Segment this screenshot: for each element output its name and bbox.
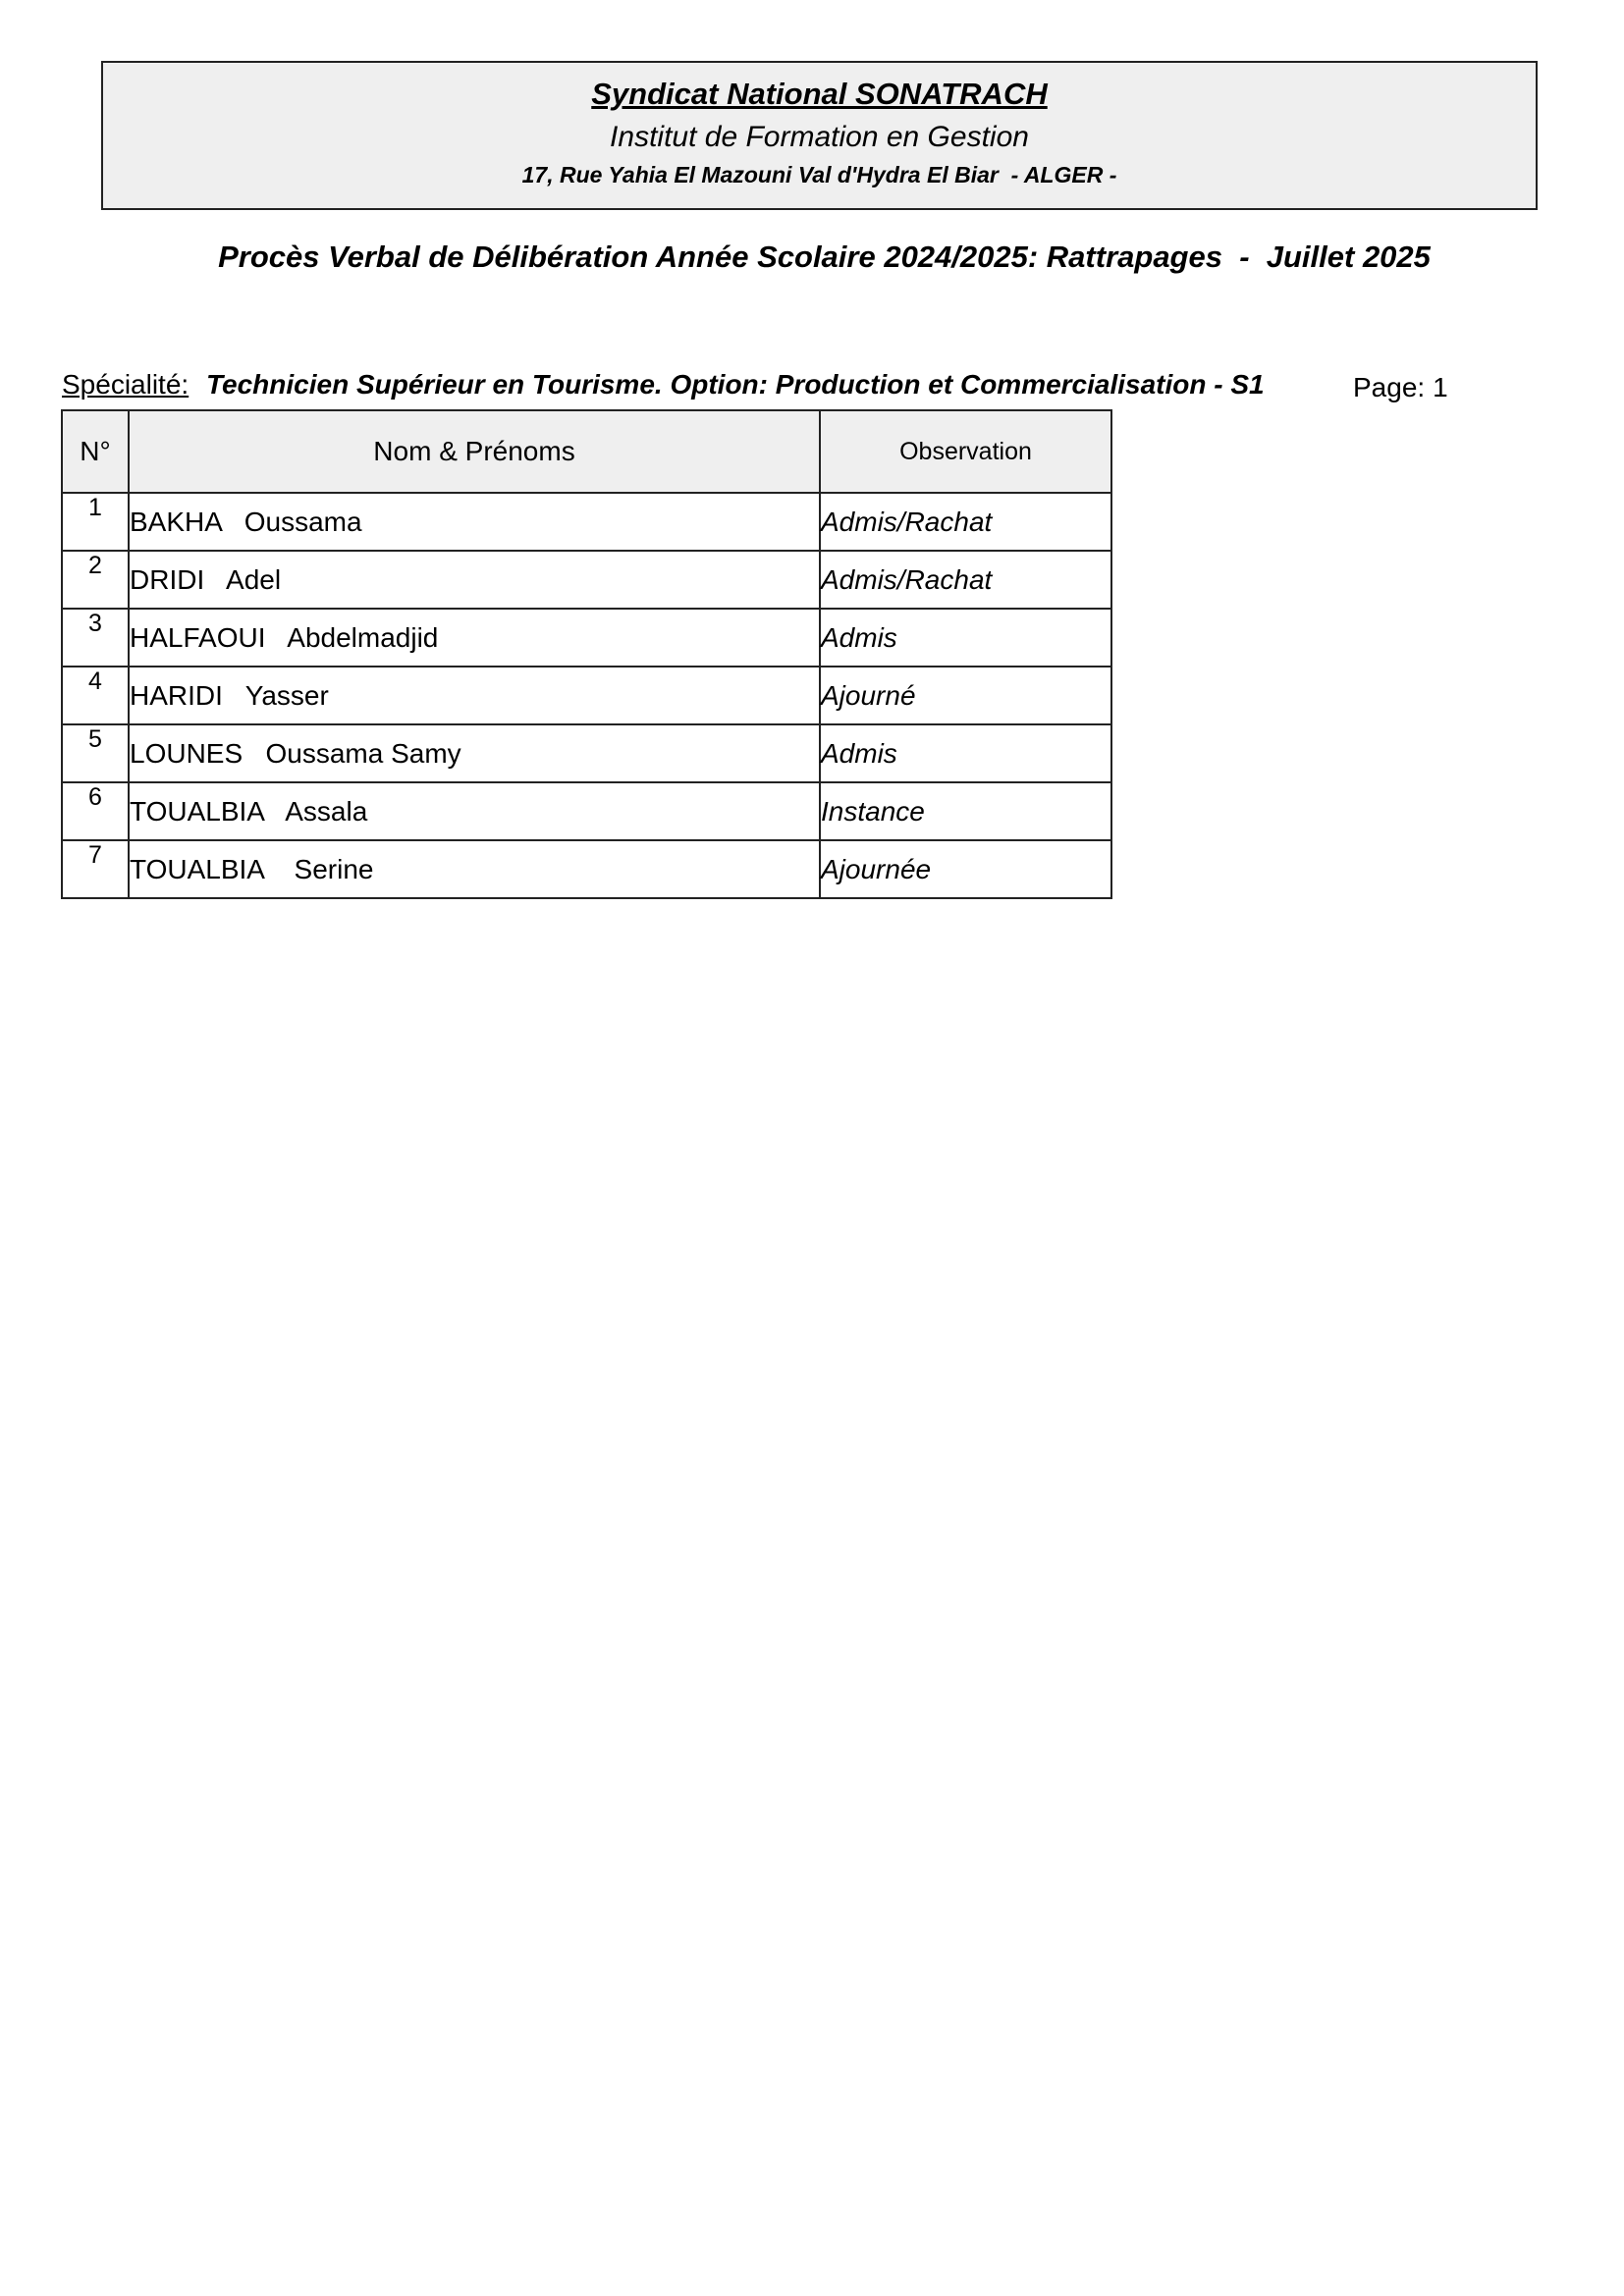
table-row bbox=[62, 840, 1111, 898]
row-number: 7 bbox=[62, 840, 129, 898]
results-table bbox=[61, 409, 1112, 899]
row-number: 3 bbox=[62, 609, 129, 667]
observation-cell: Admis/Rachat bbox=[820, 551, 1111, 609]
page-label: Page: bbox=[1353, 372, 1426, 402]
institute-name: Institut de Formation en Gestion bbox=[610, 121, 1029, 153]
column-header-observation: Observation bbox=[820, 410, 1111, 493]
student-name: HALFAOUI Abdelmadjid bbox=[129, 609, 820, 667]
page-indicator bbox=[1353, 372, 1448, 403]
table-header-row bbox=[62, 410, 1111, 493]
table-row bbox=[62, 493, 1111, 551]
observation-cell: Ajournée bbox=[820, 840, 1111, 898]
table-row bbox=[62, 609, 1111, 667]
table-row bbox=[62, 551, 1111, 609]
student-name: TOUALBIA Serine bbox=[129, 840, 820, 898]
institute-address: 17, Rue Yahia El Mazouni Val d'Hydra El Biar - ALGER - bbox=[521, 162, 1117, 187]
row-number: 6 bbox=[62, 782, 129, 840]
student-name: DRIDI Adel bbox=[129, 551, 820, 609]
speciality-value: Technicien Supérieur en Tourisme. Option: Production et Commercialisation - S1 bbox=[205, 369, 1265, 400]
document-title: Procès Verbal de Délibération Année Scolaire 2024/2025: Rattrapages - Juillet 2025 bbox=[218, 240, 1431, 274]
student-name: TOUALBIA Assala bbox=[129, 782, 820, 840]
row-number: 1 bbox=[62, 493, 129, 551]
student-name: LOUNES Oussama Samy bbox=[129, 724, 820, 782]
column-header-name: Nom & Prénoms bbox=[129, 410, 820, 493]
table-row bbox=[62, 782, 1111, 840]
row-number: 4 bbox=[62, 667, 129, 724]
observation-cell: Admis/Rachat bbox=[820, 493, 1111, 551]
row-number: 5 bbox=[62, 724, 129, 782]
student-name: HARIDI Yasser bbox=[129, 667, 820, 724]
row-number: 2 bbox=[62, 551, 129, 609]
speciality-line bbox=[62, 369, 1265, 400]
observation-cell: Ajourné bbox=[820, 667, 1111, 724]
column-header-number: N° bbox=[62, 410, 129, 493]
speciality-label: Spécialité: bbox=[62, 369, 189, 400]
observation-cell: Admis bbox=[820, 724, 1111, 782]
observation-cell: Instance bbox=[820, 782, 1111, 840]
observation-cell: Admis bbox=[820, 609, 1111, 667]
table-row bbox=[62, 667, 1111, 724]
institution-header bbox=[101, 61, 1538, 210]
student-name: BAKHA Oussama bbox=[129, 493, 820, 551]
page-number: 1 bbox=[1433, 372, 1448, 402]
organization-name: Syndicat National SONATRACH bbox=[591, 77, 1048, 111]
table-row bbox=[62, 724, 1111, 782]
